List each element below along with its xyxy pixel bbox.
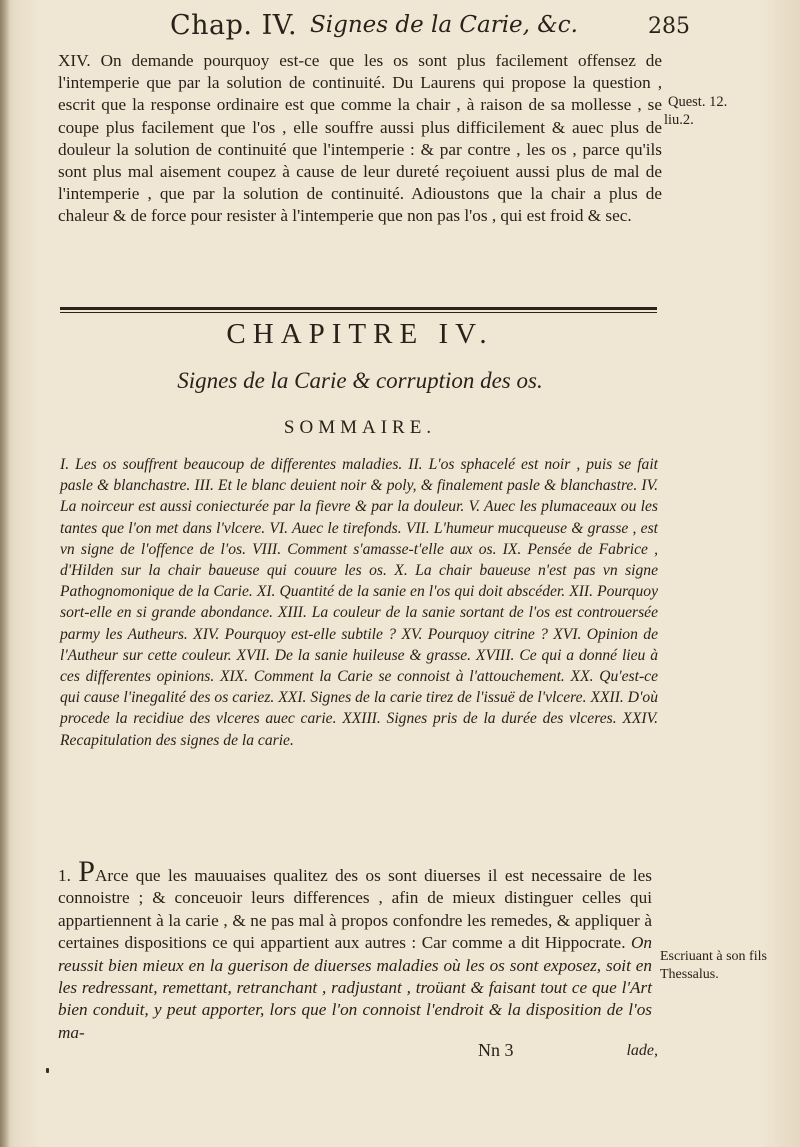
ink-speck — [46, 1068, 49, 1073]
divider-rule — [60, 307, 657, 310]
catchword: lade, — [626, 1042, 658, 1059]
margin-note-escriuant: Escriuant à son fils Thessalus. — [660, 949, 767, 982]
sommaire-heading: SOMMAIRE. — [283, 417, 437, 438]
section-xiv-paragraph: XIV. On demande pourquoy est-ce que les os sont plus facilement offensez de l'intemperie que par la solution de continuité. Du Laurens qui propose la question , escrit que la response ordinaire est que comme la chair , à raison de sa mollesse , se coupe plus facilement que l'os , elle souffre aussi plus difficilement & auec plus de douleur la solution de continuité que l'intemperie : & par contre , les os , parce qu'ils sont plus mal aisement coupez à cause de leur dureté reçoiuent aussi plus de mal de l'intemperie , que par la solution de continuité. Adioustons que la chair a plus de chaleur & de force pour resister à l'intemperie que non pas l'os , qui est froid & sec. — [58, 51, 662, 226]
page-footer — [58, 1040, 658, 1064]
header-title: Signes de la Carie, &c. — [310, 12, 578, 38]
divider-rule-thin — [60, 312, 657, 313]
chapter-title: CHAPITRE IV. — [226, 318, 494, 350]
margin-note-quest: Quest. 12. — [668, 94, 728, 110]
margin-note-liu: liu.2. — [664, 112, 694, 128]
drop-cap: P — [78, 855, 95, 888]
signature-mark: Nn 3 — [478, 1040, 514, 1060]
section-1-paragraph — [58, 855, 653, 1044]
hippocrates-quote: On reussit bien mieux en la guerison de diuerses maladies où les os sont exposez, soit en les redressant, remettant, retranchant , radjustant , troüant & faisant tout ce que l'Art bien conduit, y peut apporter, lors que l'on connoist l'endroit & la disposition de l'os ma- — [58, 933, 653, 1042]
section-1-number: 1. — [58, 866, 71, 885]
section-1-text: Arce que les mauuaises qualitez des os sont diuerses il est necessaire de les connoistre ; & conceuoir leurs differences , afin de mieux distinguer celles qui appartiennent à la carie , & ne pas mal à propos confondre les remedes, & appliquer à certaines dispositions ce qui appartient aux autres : Car comme a dit Hippocrate. — [58, 866, 652, 953]
chapter-subtitle: Signes de la Carie & corruption des os. — [177, 368, 543, 393]
running-header — [170, 10, 690, 44]
gutter-shadow — [0, 0, 10, 1147]
page-number: 285 — [648, 14, 690, 39]
chapter-summary: I. Les os souffrent beaucoup de differentes maladies. II. L'os sphacelé est noir , puis se fait pasle & blanchastre. III. Et le blanc deuient noir & poly, & finalement pasle & blanchastre. IV. La noirceur est aussi coniecturée par la fievre & par la douleur. V. Auec les plumaceaux ou les tantes que l'on met dans l'vlcere. VI. Auec le tirefonds. VII. L'humeur mucqueuse & grasse , est vn signe de l'offence de l'os. VIII. Comment s'amasse-t'elle aux os. IX. Pensée de Fabrice , d'Hilden sur la chair baueuse qui couure les os. X. La chair baueuse n'est pas vn signe Pathognomonique de la Carie. XI. Quantité de la sanie en l'os qui doit abscéder. XII. Pourquoy sort-elle en si grande abondance. XIII. La couleur de la sanie sortant de l'os est controuersée parmy les Autheurs. XIV. Pourquoy est-elle subtile ? XV. Pourquoy citrine ? XVI. Opinion de l'Autheur sur cette couleur. XVII. De la sanie huileuse & grasse. XVIII. Ce qui a donné lieu à ces differentes opinions. XIX. Comment la Carie se connoist à l'attouchement. XX. Qu'est-ce qui cause l'inegalité des os cariez. XXI. Signes de la carie tirez de l'issuë de l'vlcere. XXII. D'où procede la recidiue des vlceres auec carie. XXIII. Signes pris de la durée des vlceres. XXIV. Recapitulation des signes de la carie. — [60, 456, 658, 749]
header-chapter: Chap. IV. — [170, 10, 298, 41]
